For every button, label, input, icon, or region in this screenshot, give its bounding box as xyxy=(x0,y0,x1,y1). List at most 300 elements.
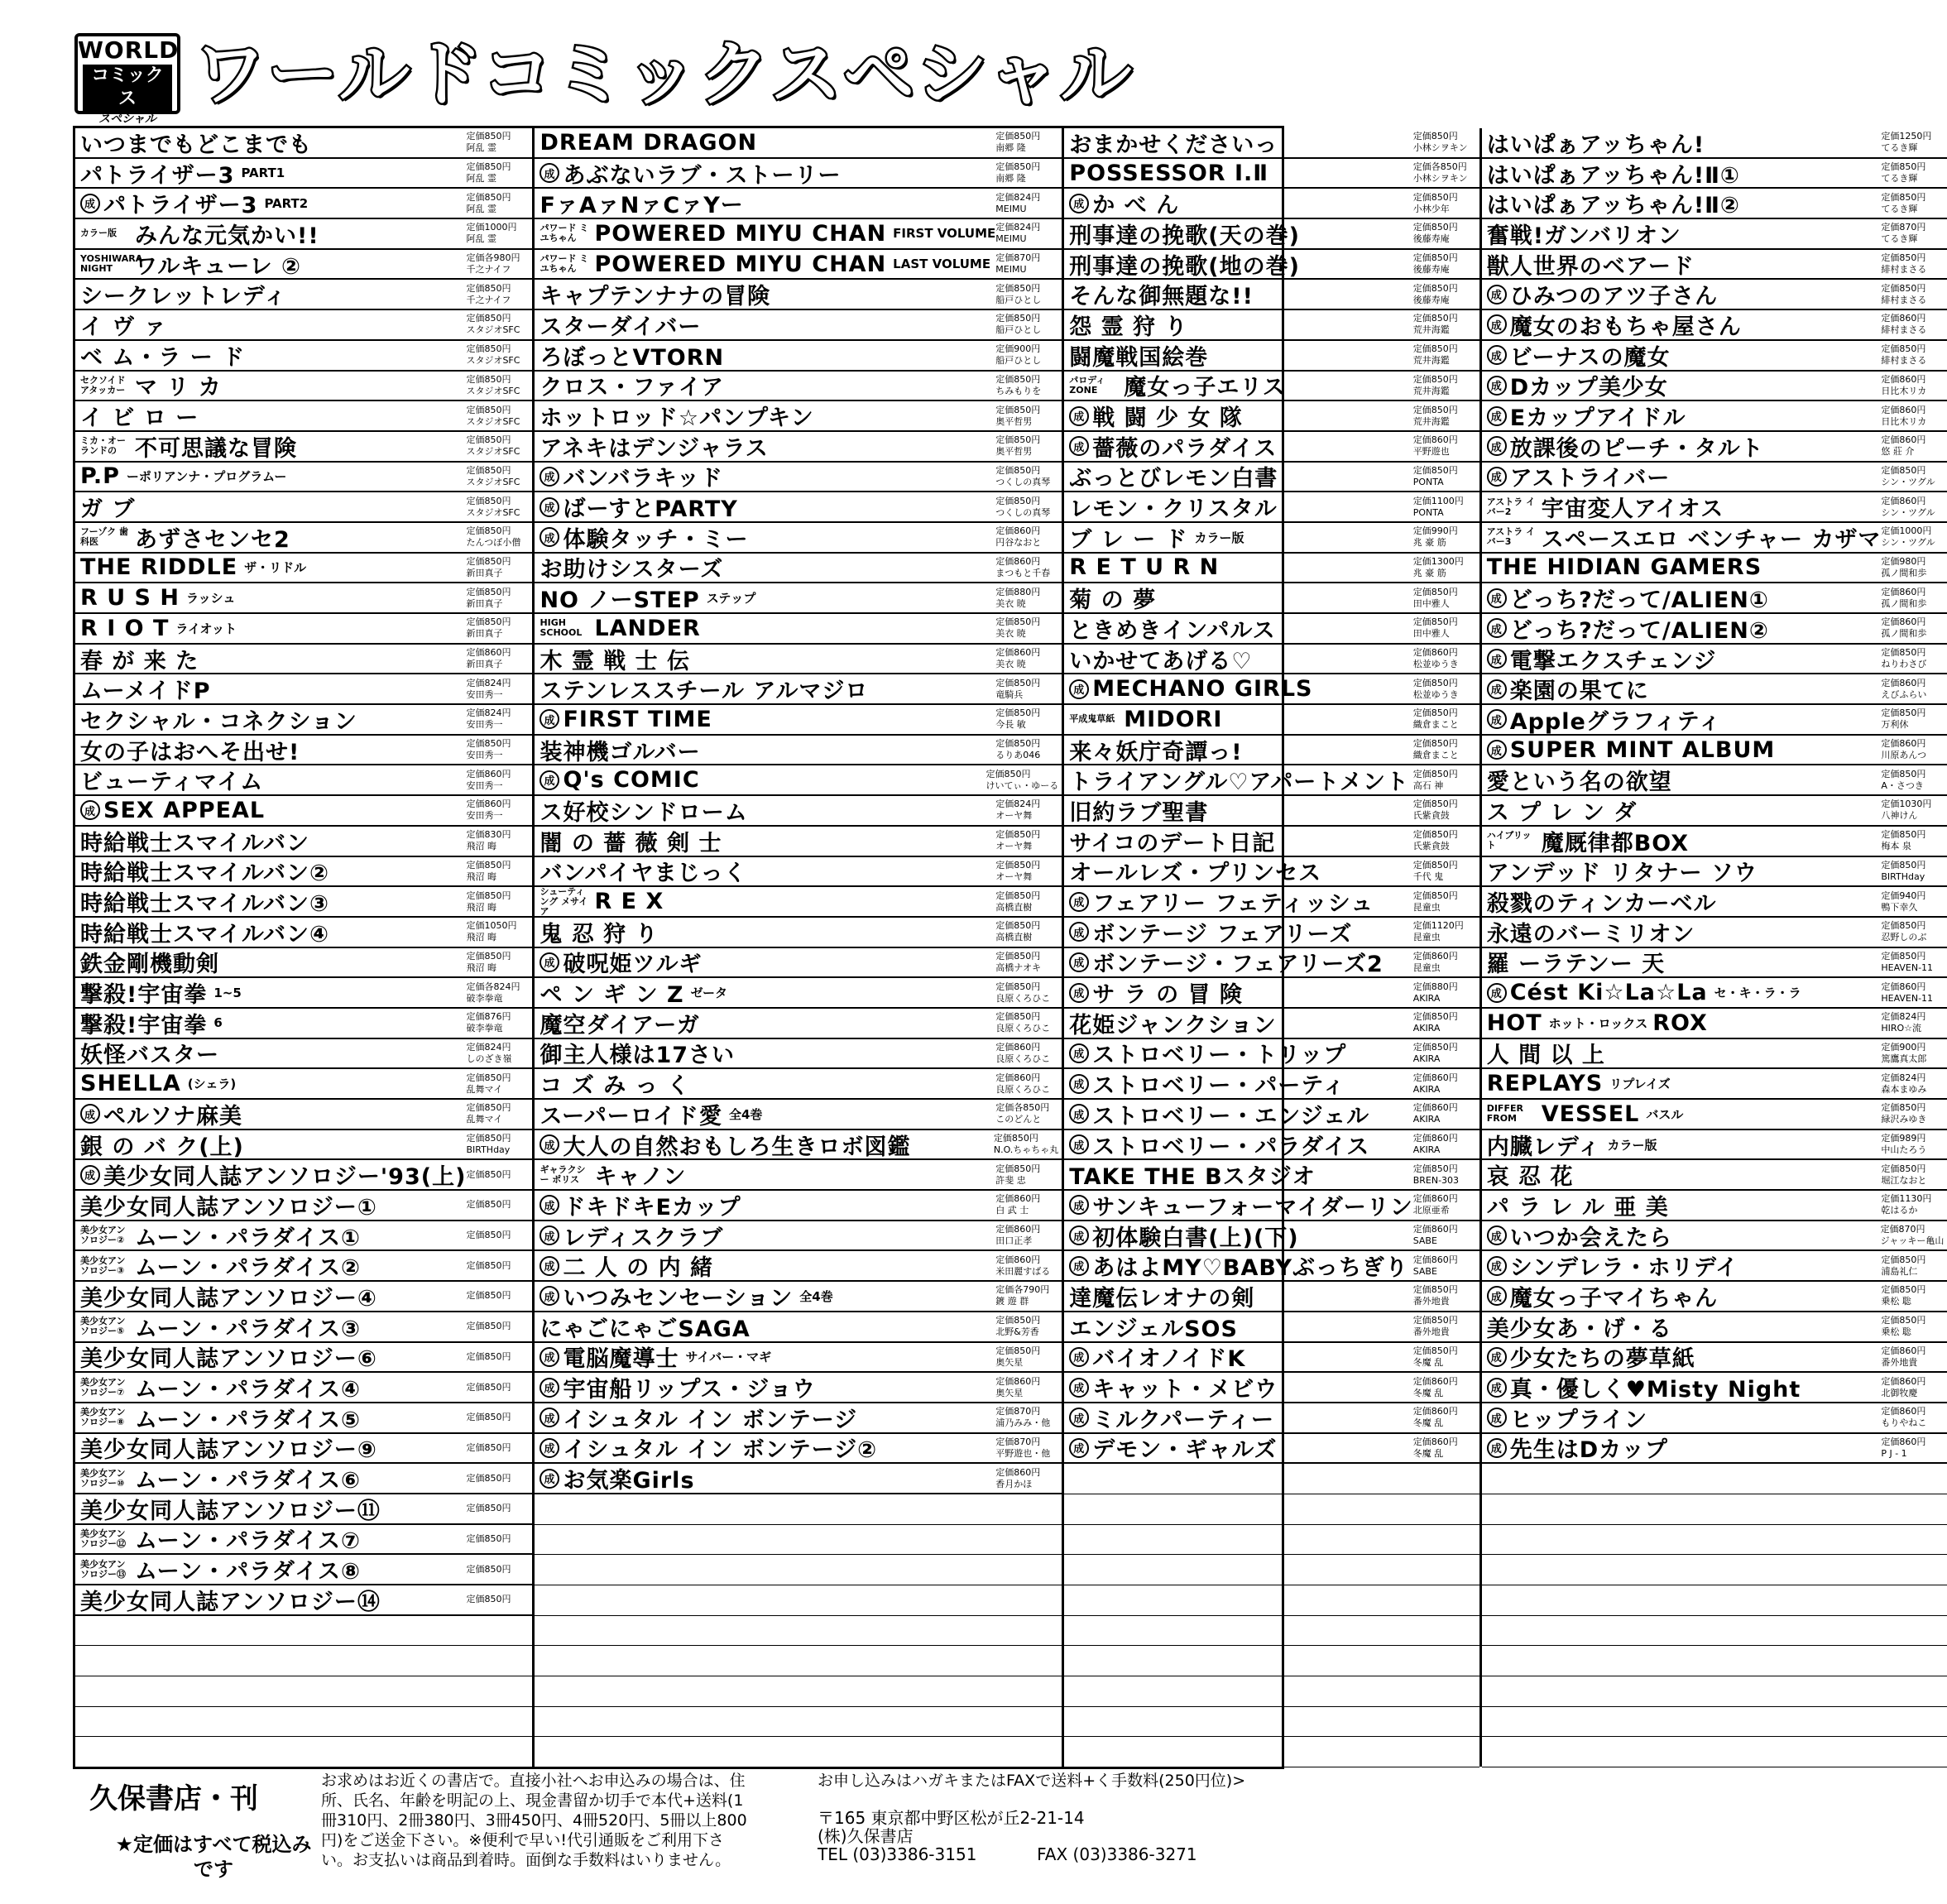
price-author xyxy=(1413,920,1479,943)
title-text: 真・優しく♥Misty Night xyxy=(1509,1377,1801,1403)
book-author: てるき輝 xyxy=(1881,233,1918,245)
book-price: 定価860円 xyxy=(1881,1375,1926,1387)
title-text: みんな元気かい!! xyxy=(135,223,319,249)
book-title xyxy=(1064,1098,1412,1130)
title-text: ストロベリー・パーティ xyxy=(1092,1073,1346,1100)
book-author: スタジオSFC xyxy=(466,324,520,336)
adult-mark-icon: 成 xyxy=(540,1256,559,1276)
book-row xyxy=(1064,250,1479,281)
book-price: 定価850円 xyxy=(466,464,511,476)
book-author: 千代 鬼 xyxy=(1412,870,1444,882)
price-author xyxy=(995,556,1062,579)
tax-note: ★定価はすべて税込みです xyxy=(115,1833,312,1881)
book-title xyxy=(1064,369,1412,401)
book-price: 定価850円 xyxy=(1412,282,1458,294)
book-row xyxy=(75,948,532,979)
book-title xyxy=(1482,582,1882,614)
book-title xyxy=(535,707,995,732)
book-price: 定価860円 xyxy=(1881,373,1926,385)
book-title xyxy=(75,521,466,554)
book-title xyxy=(535,673,995,705)
book-row xyxy=(1482,674,1947,705)
price-author xyxy=(995,1467,1062,1490)
book-price: 定価860円 xyxy=(995,1072,1041,1083)
book-row xyxy=(75,1343,532,1374)
title-text: 春 が 来 た xyxy=(80,648,199,674)
book-row xyxy=(1482,554,1947,584)
book-price: 定価850円 xyxy=(466,1503,511,1514)
price-author xyxy=(466,1382,532,1393)
book-row xyxy=(1064,432,1479,463)
blank-row xyxy=(535,1525,1062,1556)
title-suffix: ラッシュ xyxy=(185,591,236,607)
title-text: オールレズ・プリンセス xyxy=(1069,861,1322,887)
price-author xyxy=(995,1315,1062,1338)
adult-mark-icon: 成 xyxy=(1487,1347,1507,1367)
title-text: アンデッド リタナー ソウ xyxy=(1486,861,1758,887)
book-row xyxy=(1064,523,1479,554)
book-price: 定価860円 xyxy=(1881,738,1926,750)
title-prefix: ハイブリット xyxy=(1486,830,1532,851)
book-row xyxy=(1064,159,1479,189)
book-price: 定価860円 xyxy=(466,647,511,659)
title-text: TAKE THE Bスタジオ xyxy=(1069,1164,1316,1191)
book-price: 定価870円 xyxy=(995,1436,1041,1447)
adult-mark-icon: 成 xyxy=(1487,345,1507,365)
title-prefix: シューティング メサイア xyxy=(540,885,588,917)
book-row xyxy=(75,372,532,402)
title-prefix: 美少女アン ソロジー⑬ xyxy=(80,1558,126,1580)
book-author: 緋村まさる xyxy=(1881,264,1927,276)
book-title xyxy=(535,1037,995,1069)
title-text: 美少女同人誌アンソロジー④ xyxy=(80,1285,377,1312)
book-price: 定価850円 xyxy=(466,1133,511,1144)
book-title xyxy=(1064,339,1412,372)
book-author: ジャッキー亀山 xyxy=(1880,1235,1945,1247)
book-title xyxy=(75,1523,466,1555)
book-row xyxy=(535,1343,1062,1374)
book-title xyxy=(1064,1067,1412,1100)
book-title xyxy=(535,976,995,1009)
book-price: 定価824円 xyxy=(1881,1072,1926,1083)
book-row xyxy=(1064,1191,1479,1221)
book-title xyxy=(1064,1371,1412,1403)
book-title xyxy=(535,187,995,219)
book-row xyxy=(1064,948,1479,979)
adult-mark-icon: 成 xyxy=(1069,1347,1089,1367)
price-author xyxy=(1881,951,1947,974)
title-text: 美少女同人誌アンソロジー⑥ xyxy=(80,1346,377,1373)
book-title xyxy=(75,554,466,580)
book-price: 定価850円 xyxy=(466,343,511,355)
book-row xyxy=(75,765,532,796)
book-title xyxy=(535,460,995,492)
book-title xyxy=(1482,946,1882,978)
price-author xyxy=(466,1260,532,1272)
title-text: 初体験白書(上)(下) xyxy=(1092,1225,1299,1251)
book-author: 千之ナイフ xyxy=(466,294,511,305)
book-author: 緋村まさる xyxy=(1881,324,1927,336)
price-author xyxy=(466,1351,532,1363)
book-author: 番外地貴 xyxy=(1412,1326,1450,1338)
book-row xyxy=(1064,1130,1479,1161)
title-text: おまかせくださいっ xyxy=(1069,132,1278,158)
book-price: 定価850円 xyxy=(1881,1284,1926,1296)
book-title xyxy=(535,794,995,827)
book-price: 定価850円 xyxy=(995,920,1041,932)
title-text: ベ ム・ラ ー ド xyxy=(80,344,246,371)
book-price: 定価880円 xyxy=(1412,981,1458,992)
book-title xyxy=(75,976,466,1009)
book-title xyxy=(1482,339,1882,372)
price-author xyxy=(1413,374,1479,397)
book-author: 高石 神 xyxy=(1412,779,1444,791)
book-title xyxy=(1064,430,1412,463)
book-price: 定価870円 xyxy=(1880,1224,1925,1235)
price-author xyxy=(1881,587,1947,610)
adult-mark-icon: 成 xyxy=(540,467,559,487)
book-author: 氏紫貪鼓 xyxy=(1412,841,1450,852)
book-row xyxy=(75,674,532,705)
book-row xyxy=(1482,492,1947,523)
title-text: あぶないラブ・ストーリー xyxy=(563,162,842,189)
book-author: 米田麗すばる xyxy=(995,1265,1051,1277)
title-text: 破呪姫ツルギ xyxy=(563,952,703,978)
book-price: 定価850円 xyxy=(466,161,511,173)
title-text: 達魔伝レオナの剣 xyxy=(1069,1285,1255,1312)
book-row xyxy=(535,1221,1062,1252)
book-price: 定価850円 xyxy=(466,890,511,901)
book-author: 小林少年 xyxy=(1412,203,1450,214)
price-author xyxy=(994,1133,1062,1156)
book-title xyxy=(1064,976,1412,1009)
book-price: 定価850円 xyxy=(995,738,1041,750)
title-text: 時給戦士スマイルバン② xyxy=(80,861,329,887)
book-row xyxy=(1482,1100,1947,1130)
title-suffix: 1~5 xyxy=(213,985,242,1000)
title-text: 奮戦!ガンバリオン xyxy=(1486,223,1681,249)
price-author xyxy=(466,192,532,215)
price-author xyxy=(466,920,532,943)
blank-row xyxy=(75,1707,532,1738)
book-price: 定価850円 xyxy=(1881,191,1926,203)
title-suffix: バスル xyxy=(1646,1106,1684,1122)
book-price: 定価850円 xyxy=(1412,1011,1458,1023)
book-price: 定価1000円 xyxy=(466,222,517,233)
book-author: たんつぼ小僧 xyxy=(466,537,521,549)
title-text: 花姫ジャンクション xyxy=(1069,1012,1277,1038)
book-author: てるき輝 xyxy=(1881,173,1918,185)
book-row xyxy=(1064,1312,1479,1343)
title-text: いつか会えたら xyxy=(1509,1225,1672,1251)
book-author: つくしの真琴 xyxy=(995,506,1051,518)
price-author xyxy=(466,1042,532,1065)
title-text: P.P xyxy=(80,463,120,490)
book-title xyxy=(535,309,995,341)
fax-number: FAX (03)3386-3271 xyxy=(1037,1844,1197,1864)
book-title xyxy=(75,1584,466,1616)
book-price: 定価850円 xyxy=(466,373,511,385)
book-row xyxy=(535,463,1062,493)
book-row xyxy=(75,1191,532,1221)
book-author: 安田秀一 xyxy=(466,810,503,822)
title-text: POWERED MIYU CHAN xyxy=(594,220,887,247)
title-text: MIDORI xyxy=(1124,706,1223,732)
title-text: MECHANO GIRLS xyxy=(1092,676,1313,703)
title-text: はいぱぁアッちゃん!Ⅱ② xyxy=(1486,193,1740,219)
book-author: シン・ツグル xyxy=(1881,537,1935,549)
book-row xyxy=(75,887,532,918)
book-author: 八神けん xyxy=(1881,810,1918,822)
adult-mark-icon: 成 xyxy=(1069,983,1089,1003)
book-row xyxy=(75,432,532,463)
book-author: 緋村まさる xyxy=(1881,294,1927,305)
book-author: 緑沢みゆき xyxy=(1881,1114,1927,1125)
book-title xyxy=(1482,1071,1882,1096)
book-row xyxy=(1482,645,1947,675)
book-price: 定価850円 xyxy=(995,373,1041,385)
title-prefix: フーゾク 歯科医 xyxy=(80,526,128,548)
price-author xyxy=(1881,616,1947,640)
book-row xyxy=(1064,614,1479,645)
title-text: 銀 の バ ク(上) xyxy=(80,1134,244,1160)
book-title xyxy=(535,339,995,372)
book-price: 定価850円 xyxy=(466,1563,511,1575)
adult-mark-icon: 成 xyxy=(1487,983,1507,1003)
book-row xyxy=(535,583,1062,614)
book-author: 悠 莊 介 xyxy=(1881,446,1915,458)
price-author xyxy=(1413,1376,1479,1399)
book-author: 梅本 泉 xyxy=(1881,841,1911,852)
title-text: 宇宙船リップス・ジョウ xyxy=(563,1377,816,1403)
book-author: 破李拳竜 xyxy=(466,1023,503,1034)
adult-mark-icon: 成 xyxy=(540,770,559,790)
book-title xyxy=(1482,218,1882,250)
book-title xyxy=(1064,1037,1412,1069)
book-title xyxy=(535,1432,995,1464)
book-title xyxy=(75,463,466,489)
adult-mark-icon: 成 xyxy=(1487,649,1507,669)
book-row xyxy=(535,159,1062,189)
book-author: オーヤ舞 xyxy=(995,810,1033,822)
book-title xyxy=(1482,1280,1882,1312)
book-title xyxy=(1482,764,1882,796)
title-text: 美少女同人誌アンソロジー'93(上) xyxy=(103,1164,467,1191)
book-author: 孤ノ間和歩 xyxy=(1881,628,1927,640)
title-text: ばーすとPARTY xyxy=(563,496,738,523)
title-text: サ ラ の 冒 険 xyxy=(1092,982,1243,1009)
book-title xyxy=(1482,794,1882,827)
book-price: 定価850円 xyxy=(995,282,1041,294)
price-author xyxy=(995,1345,1062,1369)
book-price: 定価850円 xyxy=(1881,859,1926,870)
price-author xyxy=(1881,1224,1947,1247)
book-title xyxy=(75,616,466,641)
book-price: 定価850円 xyxy=(1412,677,1458,688)
adult-mark-icon: 成 xyxy=(540,1195,559,1215)
title-text: スターダイバー xyxy=(540,314,702,340)
book-author: MEIMU xyxy=(995,203,1027,214)
adult-mark-icon: 成 xyxy=(80,800,100,820)
title-text: あずさセンセ2 xyxy=(135,526,290,553)
title-text: 時給戦士スマイルバン xyxy=(80,830,310,856)
book-author: 高橋直樹 xyxy=(995,932,1033,943)
book-price: 定価850円 xyxy=(995,707,1041,719)
book-row xyxy=(1064,1039,1479,1070)
book-author: 小林シヲキン xyxy=(1412,142,1468,154)
book-author: 新田真子 xyxy=(466,567,503,578)
book-price: 定価824円 xyxy=(466,707,511,719)
book-author: 阿乱 霊 xyxy=(466,233,496,245)
book-title xyxy=(75,248,466,281)
price-author xyxy=(995,951,1062,974)
book-price: 定価850円 xyxy=(995,981,1041,992)
book-author: 安田秀一 xyxy=(466,750,503,761)
book-price: 定価860円 xyxy=(466,768,511,779)
book-price: 定価850円 xyxy=(1412,343,1458,355)
book-row xyxy=(535,736,1062,766)
book-title xyxy=(1064,161,1412,186)
book-title xyxy=(75,946,466,978)
book-author: 日比木リカ xyxy=(1881,415,1927,427)
price-author xyxy=(466,1594,532,1605)
book-title xyxy=(1482,1220,1881,1252)
book-row xyxy=(1482,1434,1947,1465)
title-text: R I O T xyxy=(80,615,170,641)
book-title xyxy=(535,946,995,978)
book-author: 兆 豪 筋 xyxy=(1412,537,1446,549)
book-price: 定価850円 xyxy=(1412,890,1458,901)
book-price: 定価850円 xyxy=(995,829,1041,841)
book-row xyxy=(1064,1251,1479,1282)
book-author: N.O.ちゃちゃ丸 xyxy=(993,1144,1059,1156)
book-title xyxy=(1064,734,1412,766)
book-price: 定価860円 xyxy=(1881,495,1926,506)
price-author xyxy=(466,405,532,428)
book-price: 定価各790円 xyxy=(995,1284,1050,1296)
title-text: ぶっとびレモン白書 xyxy=(1069,466,1278,492)
book-title xyxy=(1482,1101,1882,1127)
book-price: 定価860円 xyxy=(1412,950,1458,962)
book-author: スタジオSFC xyxy=(466,506,520,518)
book-price: 定価850円 xyxy=(1881,1102,1926,1114)
price-author xyxy=(466,678,532,701)
price-author xyxy=(1881,1284,1947,1307)
blank-row xyxy=(1064,1646,1479,1676)
title-text: 電撃エクスチェンジ xyxy=(1509,648,1717,674)
book-price: 定価850円 xyxy=(466,495,511,506)
book-title xyxy=(535,369,995,401)
title-text: 獣人世界のベアード xyxy=(1486,253,1695,280)
book-price: 定価850円 xyxy=(466,616,511,628)
book-author: シン・ツグル xyxy=(1881,476,1935,487)
book-title xyxy=(1482,1189,1882,1221)
book-row xyxy=(1482,1130,1947,1161)
title-text: 魔女っ子エリス xyxy=(1124,375,1286,401)
book-row xyxy=(535,1160,1062,1191)
title-text: 装神機ゴルバー xyxy=(540,739,701,765)
price-author xyxy=(1881,860,1947,883)
title-text: 羅 ーラテンー 天 xyxy=(1486,952,1666,978)
book-row xyxy=(1064,583,1479,614)
book-row xyxy=(75,1525,532,1556)
book-author: 奥平哲男 xyxy=(995,446,1033,458)
book-row xyxy=(535,1100,1062,1130)
book-author: 美衣 暁 xyxy=(995,597,1026,609)
title-text: スーパーロイド愛 xyxy=(540,1103,722,1129)
book-price: 定価850円 xyxy=(1881,768,1926,779)
book-title xyxy=(75,309,466,341)
price-author xyxy=(466,252,532,276)
book-author: 美衣 暁 xyxy=(995,628,1026,640)
adult-mark-icon: 成 xyxy=(540,1408,559,1427)
title-text: エンジェルSOS xyxy=(1069,1316,1238,1342)
price-author xyxy=(995,981,1062,1005)
book-title xyxy=(75,491,466,523)
book-author: HEAVEN-11 xyxy=(1881,962,1934,973)
book-price: 定価850円 xyxy=(1881,829,1926,841)
book-price: 定価850円 xyxy=(1412,313,1458,324)
title-text: お助けシスターズ xyxy=(540,557,724,583)
title-text: ペ ン ギ ン Z xyxy=(540,982,684,1009)
book-row xyxy=(75,1221,532,1252)
book-price: 定価850円 xyxy=(995,434,1041,446)
price-author xyxy=(995,829,1062,852)
book-title xyxy=(535,1280,995,1312)
book-price: 定価850円 xyxy=(1881,252,1926,264)
price-author xyxy=(995,587,1062,610)
price-author xyxy=(1881,1436,1947,1460)
book-row xyxy=(1482,1191,1947,1221)
book-author: ねりわさび xyxy=(1881,659,1927,670)
book-title xyxy=(1482,521,1882,554)
book-title xyxy=(75,764,466,796)
title-text: 薔薇のパラダイス xyxy=(1092,435,1278,462)
book-row xyxy=(1064,857,1479,888)
title-text: 刑事達の挽歌(地の巻) xyxy=(1069,253,1300,280)
catalog-column-2 xyxy=(535,128,1064,1767)
adult-mark-icon: 成 xyxy=(80,194,100,213)
book-title xyxy=(535,1007,995,1039)
price-author xyxy=(995,161,1062,185)
book-author: 田中雅人 xyxy=(1412,597,1450,609)
book-author: 昆童虫 xyxy=(1412,932,1441,943)
title-text: 菊 の 夢 xyxy=(1069,588,1157,614)
book-price: 定価850円 xyxy=(1412,616,1458,628)
book-title xyxy=(1064,278,1412,310)
title-prefix: アストラ イバー2 xyxy=(1486,496,1536,517)
title-suffix: 6 xyxy=(213,1015,223,1031)
book-author: 飛沼 晦 xyxy=(466,901,496,913)
price-author xyxy=(1413,252,1479,276)
book-price: 定価860円 xyxy=(1412,1072,1458,1083)
price-author xyxy=(995,1406,1062,1429)
price-author xyxy=(466,1133,532,1156)
title-text: DREAM DRAGON xyxy=(540,129,758,156)
title-text: イシュタル イン ボンテージ② xyxy=(563,1437,878,1464)
book-price: 定価850円 xyxy=(466,282,511,294)
title-prefix: 美少女アン ソロジー② xyxy=(80,1225,126,1246)
book-price: 定価850円 xyxy=(1412,373,1458,385)
adult-mark-icon: 成 xyxy=(1069,922,1089,942)
book-row xyxy=(75,1282,532,1312)
title-text: 哀 忍 花 xyxy=(1486,1164,1574,1191)
title-text: スペースエロ ベンチャー カザマ xyxy=(1541,526,1882,553)
price-author xyxy=(995,465,1062,488)
book-title xyxy=(1064,825,1412,857)
title-prefix: 美少女アン ソロジー⑤ xyxy=(80,1316,126,1337)
blank-row xyxy=(535,1616,1062,1647)
